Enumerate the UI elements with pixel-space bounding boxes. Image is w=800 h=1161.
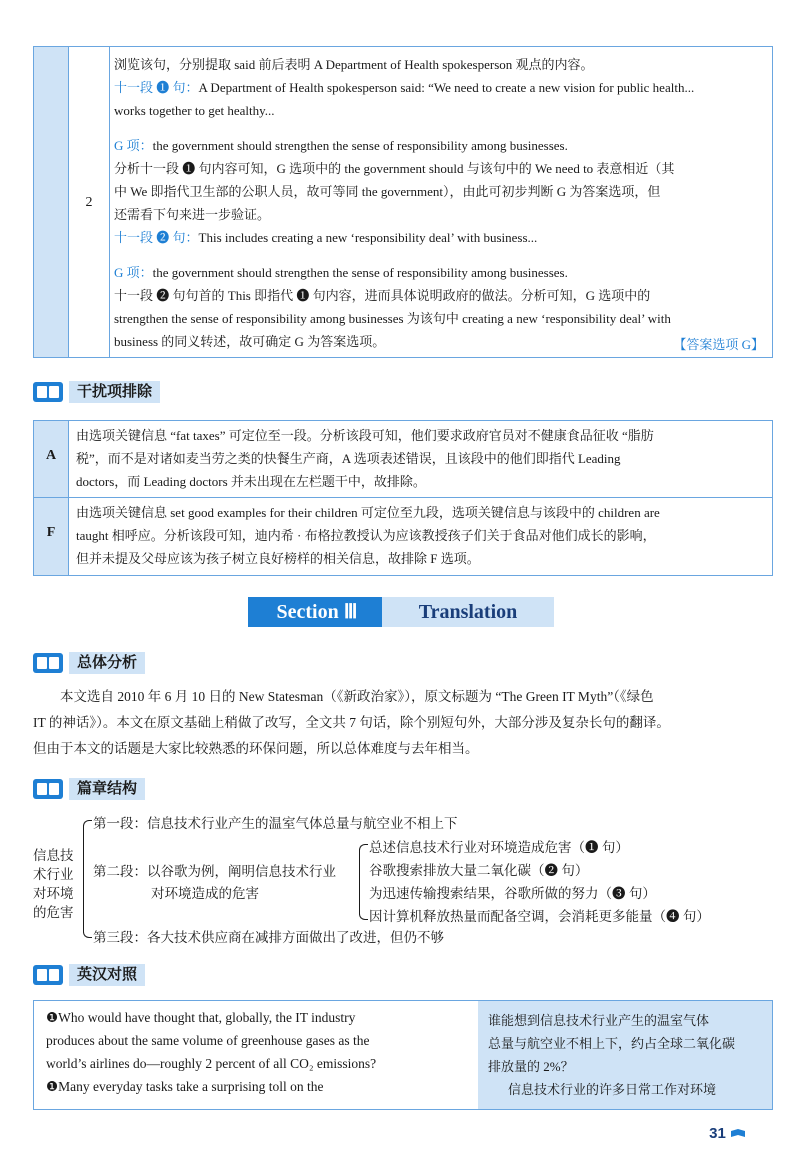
analysis-line: 中 We 即指代卫生部的公职人员，故可等同 the government），由此可初步判断 G 为答案选项，但	[114, 184, 661, 199]
analysis-line: 十一段 ❶ 句：A Department of Health spokesperson said: “We need to create a new vision for public health...	[114, 80, 695, 95]
header-label: 篇章结构	[69, 778, 145, 800]
book-icon	[33, 779, 63, 799]
option-letter: F	[46, 525, 56, 540]
structure-p3: 第三段：各大技术供应商在减排方面做出了改进，但仍不够	[93, 930, 444, 945]
analysis-table	[33, 46, 773, 358]
analysis-line: 还需看下句来进一步验证。	[114, 207, 271, 222]
book-icon	[33, 382, 63, 402]
brace	[83, 820, 92, 938]
analysis-line: 十一段 ❷ 句：This includes creating a new ‘responsibility deal’ with business...	[114, 230, 538, 245]
analysis-line: business 的同义转述，故可确定 G 为答案选项。	[114, 334, 386, 349]
book-icon	[33, 653, 63, 673]
section-number: Section Ⅲ	[248, 597, 386, 627]
structure-sub: 总述信息技术行业对环境造成危害（❶ 句） 谷歌搜索排放大量二氧化碳（❷ 句） 为迅速传输搜索结果，谷歌所做的努力（❸ 句） 因计算机释放热量而配备空调，会消耗更多能量（❹ 句）	[369, 840, 710, 924]
analysis-line: strengthen the sense of responsibility among businesses 为该句中 creating a new ‘responsibility deal’ with	[114, 311, 671, 326]
structure-p1: 第一段：信息技术行业产生的温室气体总量与航空业不相上下	[93, 816, 458, 831]
overview-text: 本文选自 2010 年 6 月 10 日的 New Statesman（《新政治家》），原文标题为 “The Green IT Myth”（《绿色 IT 的神话》）。本文在原文基础上稍做了改写，全文共 7 句话，除个别短句外，大部分涉及复杂长句的翻译。 但由于本文的话题是大家比较熟悉的环保问题，所以总体难度与去年相当。	[33, 689, 670, 756]
section-banner	[248, 597, 554, 627]
structure-diagram	[33, 812, 771, 952]
book-icon	[33, 965, 63, 985]
header-label: 干扰项排除	[69, 381, 160, 403]
structure-p2b: 对环境造成的危害	[151, 886, 259, 901]
distractor-table	[33, 420, 773, 576]
page-book-icon	[730, 1128, 746, 1138]
analysis-line: 浏览该句，分别提取 said 前后表明 A Department of Health spokesperson 观点的内容。	[114, 57, 594, 72]
analysis-line: 分析十一段 ❶ 句内容可知，G 选项中的 the government should 与该句中的 We need to 表意相近（其	[114, 161, 675, 176]
table-left-column	[34, 421, 69, 575]
chinese-text: 谁能想到信息技术行业产生的温室气体 总量与航空业不相上下，约占全球二氧化碳 排放量的 2%？ 信息技术行业的许多日常工作对环境	[478, 1001, 772, 1109]
distractor-text: 由选项关键信息 “fat taxes” 可定位至一段。分析该段可知，他们要求政府官员对不健康食品征收 “脂肪 税”，而不是对诸如麦当劳之类的快餐生产商，A 选项表述错误，且该段中的他们即指代 Leading doctors，而 Leading doctors 并未出现在左栏题干中，故排除。	[76, 428, 654, 489]
table-number-column	[69, 47, 110, 357]
section-name: Translation	[382, 597, 554, 627]
answer-tag: 【答案选项 G】	[673, 337, 764, 352]
option-letter: A	[45, 448, 57, 463]
distractor-text: 由选项关键信息 set good examples for their children 可定位至九段，选项关键信息与该段中的 children are taught 相呼应。分析该段可知，迪内希 · 布格拉教授认为应该教授孩子们关于食品对他们成长的影响， 但并未提及父母应该为孩子树立良好榜样的相关信息，故排除 F 选项。	[76, 505, 660, 566]
analysis-line: works together to get healthy...	[114, 103, 275, 118]
row-divider	[34, 497, 772, 498]
analysis-line: 十一段 ❷ 句句首的 This 即指代 ❶ 句内容，进而具体说明政府的做法。分析可知，G 选项中的	[114, 288, 651, 303]
structure-root: 信息技 术行业 对环境 的危害	[33, 848, 74, 920]
structure-p2a: 第二段：以谷歌为例，阐明信息技术行业	[93, 864, 336, 879]
header-label: 英汉对照	[69, 964, 145, 986]
brace	[359, 844, 368, 920]
analysis-line: G 项：the government should strengthen the sense of responsibility among businesses.	[114, 265, 568, 280]
row-number: 2	[85, 195, 93, 210]
table-left-column	[34, 47, 69, 357]
english-text: ❶Who would have thought that, globally, the IT industry produces about the same volume of greenhouse gases as the world’s airlines do—roughly 2 percent of all CO₂ emissions? ❶Many everyday tasks take a surprising toll on the	[46, 1010, 377, 1094]
header-label: 总体分析	[69, 652, 145, 674]
bilingual-box	[33, 1000, 773, 1110]
page-number: 31	[709, 1125, 746, 1142]
analysis-body	[114, 53, 764, 353]
analysis-line: G 项：the government should strengthen the sense of responsibility among businesses.	[114, 138, 568, 153]
